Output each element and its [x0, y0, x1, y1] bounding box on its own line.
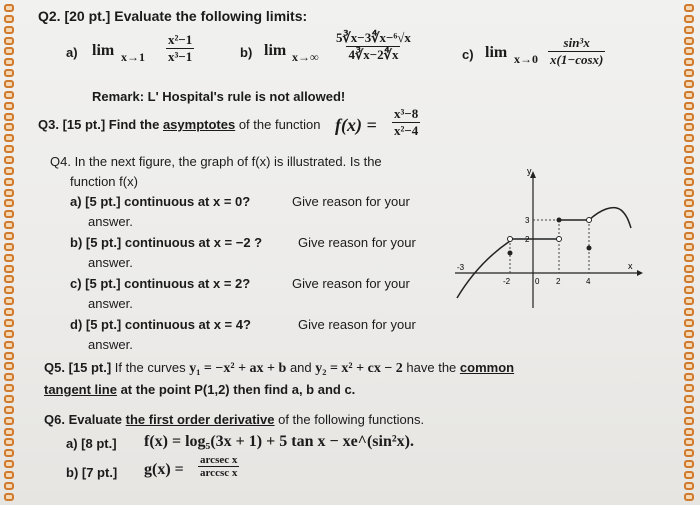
binding-ring [4, 395, 14, 403]
binding-ring [4, 69, 14, 77]
spiral-binding-right [684, 4, 698, 501]
binding-ring [4, 4, 14, 12]
binding-ring [684, 384, 694, 392]
q5-common: common [459, 360, 515, 375]
q6b-numerator: arcsec x [200, 454, 238, 466]
q2-remark: Remark: L' Hospital's rule is not allowed! [92, 89, 346, 104]
q4a-tail: Give reason for your [292, 194, 410, 209]
binding-ring [684, 58, 694, 66]
binding-ring [684, 37, 694, 45]
q5-y1: y₁ = −x² + ax + b [189, 361, 287, 376]
binding-ring [4, 373, 14, 381]
binding-ring [684, 189, 694, 197]
q2c-sub: x→0 [514, 52, 538, 66]
binding-ring [684, 275, 694, 283]
q2a-lim: lim [92, 42, 115, 59]
q4-line2: function f(x) [70, 174, 138, 189]
binding-ring [4, 145, 14, 153]
binding-ring [684, 156, 694, 164]
binding-ring [684, 341, 694, 349]
binding-ring [684, 406, 694, 414]
q2b-numerator: 5∛x−3∜x−⁶√x [336, 30, 411, 45]
binding-ring [684, 286, 694, 294]
q4a-head: a) [5 pt.] continuous at x = 0? [70, 194, 251, 209]
binding-ring [4, 352, 14, 360]
q2c-numerator: sin³x [563, 35, 590, 50]
binding-ring [4, 243, 14, 251]
binding-ring [4, 26, 14, 34]
tick-xm2: -2 [503, 277, 511, 286]
q2a-numerator: x²−1 [168, 32, 193, 47]
binding-ring [4, 341, 14, 349]
binding-ring [684, 134, 694, 142]
curve-right-branch [589, 208, 631, 228]
binding-ring [684, 417, 694, 425]
binding-ring [4, 438, 14, 446]
q4-function-graph [455, 168, 645, 313]
closed-point-xm2 [508, 251, 513, 256]
tick-y3: 3 [525, 216, 530, 225]
q4d-tail: Give reason for your [298, 317, 416, 332]
binding-ring [4, 80, 14, 88]
q6b-denominator: arccsc x [200, 467, 238, 479]
binding-ring [684, 15, 694, 23]
curve-left-branch [457, 241, 510, 298]
binding-ring [684, 210, 694, 218]
binding-ring [4, 123, 14, 131]
q3-prefix: Q3. [15 pt.] Find the [38, 117, 163, 132]
binding-ring [684, 438, 694, 446]
tick-y2: 2 [525, 235, 530, 244]
binding-ring [4, 460, 14, 468]
binding-ring [4, 493, 14, 501]
binding-ring [684, 102, 694, 110]
binding-ring [684, 254, 694, 262]
q4d-wrap: answer. [88, 337, 133, 352]
binding-ring [684, 243, 694, 251]
q6b-label: b) [7 pt.] [66, 465, 118, 480]
tick-x4: 4 [586, 277, 591, 286]
binding-ring [684, 362, 694, 370]
binding-ring [4, 199, 14, 207]
binding-ring [684, 178, 694, 186]
binding-ring [684, 145, 694, 153]
binding-ring [4, 189, 14, 197]
closed-point-x2 [557, 218, 562, 223]
binding-ring [4, 308, 14, 316]
tick-x0: 0 [535, 277, 540, 286]
q6-prefix: Q6. Evaluate [44, 412, 126, 427]
q4a-wrap: answer. [88, 214, 133, 229]
binding-ring [4, 167, 14, 175]
q4-line1: Q4. In the next figure, the graph of f(x) is illustrated. Is the [50, 154, 382, 169]
binding-ring [684, 330, 694, 338]
binding-ring [4, 362, 14, 370]
binding-ring [684, 4, 694, 12]
q4b-wrap: answer. [88, 255, 133, 270]
q2b-lim: lim [264, 42, 287, 59]
binding-ring [684, 123, 694, 131]
q6b-fraction [198, 454, 239, 479]
q2b-fraction [334, 30, 413, 63]
q6-title [44, 412, 424, 427]
open-point-xm2 [508, 237, 513, 242]
q3-numerator: x³−8 [394, 106, 419, 121]
binding-ring [684, 319, 694, 327]
binding-ring [4, 330, 14, 338]
binding-ring [684, 167, 694, 175]
binding-ring [684, 199, 694, 207]
q3-text [38, 117, 320, 132]
q5-prefix: Q5. [15 pt.] [44, 360, 112, 375]
binding-ring [684, 69, 694, 77]
q5-line2 [44, 382, 355, 397]
binding-ring [4, 417, 14, 425]
q4c-wrap: answer. [88, 296, 133, 311]
binding-ring [684, 47, 694, 55]
binding-ring [4, 178, 14, 186]
tick-ym3: -3 [457, 263, 465, 272]
q6a-label: a) [8 pt.] [66, 436, 117, 451]
binding-ring [684, 493, 694, 501]
q5-rest: at the point P(1,2) then find a, b and c. [116, 382, 356, 397]
binding-ring [4, 384, 14, 392]
q2a-sub: x→1 [121, 50, 145, 64]
q3-fx: f(x) = [335, 115, 377, 135]
q3-suffix: of the function [235, 117, 321, 132]
binding-ring [684, 232, 694, 240]
binding-ring [4, 58, 14, 66]
binding-ring [4, 91, 14, 99]
q2a-fraction [166, 32, 194, 65]
binding-ring [684, 471, 694, 479]
binding-ring [4, 406, 14, 414]
q3-denominator: x²−4 [394, 123, 419, 138]
binding-ring [4, 102, 14, 110]
binding-ring [4, 254, 14, 262]
q3-asymptotes: asymptotes [162, 117, 236, 132]
q2-title: Q2. [20 pt.] Evaluate the following limits: [38, 8, 308, 24]
q4d-head: d) [5 pt.] continuous at x = 4? [70, 317, 251, 332]
open-point-x4 [587, 218, 592, 223]
q2c-fraction [548, 35, 605, 68]
q4b-head: b) [5 pt.] continuous at x = −2 ? [70, 235, 263, 250]
binding-ring [684, 308, 694, 316]
q5-line1 [44, 360, 514, 377]
binding-ring [684, 449, 694, 457]
q2a-label: a) [66, 45, 78, 60]
binding-ring [4, 297, 14, 305]
binding-ring [684, 373, 694, 381]
binding-ring [684, 113, 694, 121]
binding-ring [684, 428, 694, 436]
q5-tangent-line: tangent line [44, 382, 117, 397]
q2b-sub: x→∞ [292, 50, 319, 64]
binding-ring [684, 297, 694, 305]
q6-first-order-derivative: the first order derivative [125, 412, 275, 427]
binding-ring [4, 47, 14, 55]
binding-ring [4, 15, 14, 23]
q6a-expression: f(x) = log₅(3x + 1) + 5 tan x − xe^(sin²x). [144, 433, 414, 450]
q6b-gx: g(x) = [144, 461, 184, 478]
y-axis-label: y [527, 168, 532, 176]
binding-ring [4, 319, 14, 327]
q5-and: and [286, 360, 316, 375]
binding-ring [4, 471, 14, 479]
q5-have: have the [402, 360, 460, 375]
closed-point-x4 [587, 246, 592, 251]
binding-ring [4, 134, 14, 142]
q4b-tail: Give reason for your [298, 235, 416, 250]
binding-ring [4, 221, 14, 229]
binding-ring [684, 482, 694, 490]
binding-ring [4, 482, 14, 490]
x-axis-label: x [628, 261, 633, 271]
binding-ring [4, 210, 14, 218]
q4c-head: c) [5 pt.] continuous at x = 2? [70, 276, 251, 291]
q2b-label: b) [240, 45, 253, 60]
binding-ring [4, 156, 14, 164]
binding-ring [4, 37, 14, 45]
binding-ring [4, 449, 14, 457]
q2c-lim: lim [485, 44, 508, 61]
q4c-tail: Give reason for your [292, 276, 410, 291]
tick-x2: 2 [556, 277, 561, 286]
binding-ring [684, 91, 694, 99]
open-point-x2 [557, 237, 562, 242]
binding-ring [4, 113, 14, 121]
q5-mid: If the curves [111, 360, 190, 375]
q5-y2: y₂ = x² + cx − 2 [315, 361, 403, 376]
binding-ring [4, 286, 14, 294]
binding-ring [4, 232, 14, 240]
q2c-label: c) [462, 47, 474, 62]
q2a-denominator: x³−1 [168, 49, 193, 64]
binding-ring [4, 275, 14, 283]
x-axis-arrow-icon [637, 270, 643, 276]
binding-ring [684, 395, 694, 403]
binding-ring [4, 428, 14, 436]
q2c-denominator: x(1−cosx) [550, 52, 604, 67]
q2b-denominator: 4∛x−2∜x [348, 47, 399, 62]
binding-ring [684, 26, 694, 34]
spiral-binding-left [4, 4, 18, 501]
q3-fraction [392, 106, 420, 139]
binding-ring [684, 352, 694, 360]
binding-ring [684, 221, 694, 229]
binding-ring [684, 80, 694, 88]
binding-ring [684, 265, 694, 273]
binding-ring [684, 460, 694, 468]
binding-ring [4, 265, 14, 273]
q6-suffix: of the following functions. [274, 412, 425, 427]
